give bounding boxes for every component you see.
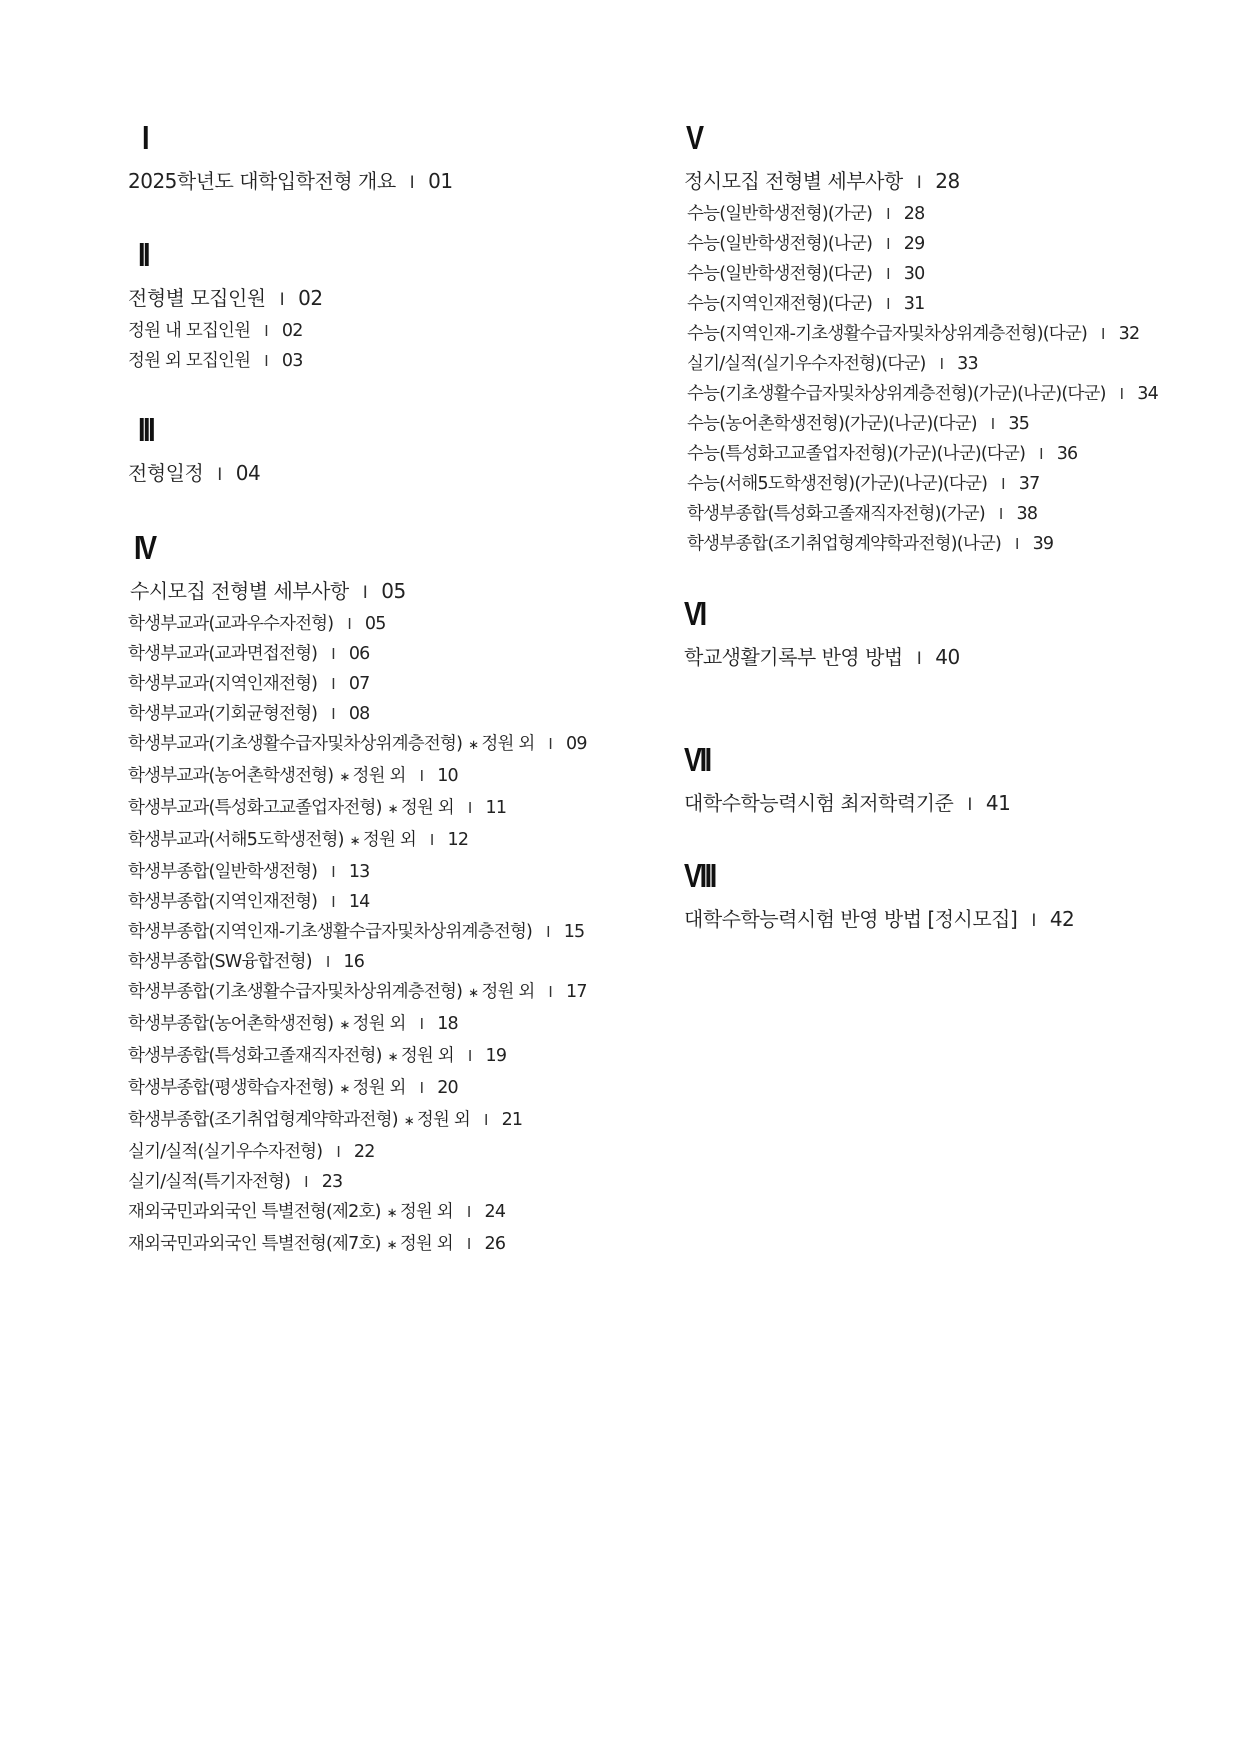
page-number: 02 [281,321,303,341]
separator: I [886,265,890,283]
entry-label: 실기/실적(실기우수자전형) [128,1142,323,1162]
separator: I [304,1173,308,1191]
toc-subentry[interactable] [687,409,1158,439]
entry-label: 학생부교과(서해5도학생전형) [128,830,344,850]
note-text: 정원 외 [362,830,416,850]
section-numeral: III [138,411,154,448]
entry-title: 학교생활기록부 반영 방법 [684,645,903,669]
separator: I [217,465,222,485]
quota-note [339,1073,405,1105]
note-text: 정원 외 [352,1014,406,1034]
toc-subentry[interactable] [128,1197,587,1229]
page-number: 23 [321,1172,343,1192]
page-number: 05 [364,614,386,634]
separator: I [467,1047,472,1065]
asterisk-icon: ∗ [386,1238,397,1253]
entry-label: 정원 내 모집인원 [128,321,251,341]
page-number: 33 [957,354,978,374]
entry-label: 정원 외 모집인원 [128,351,251,371]
section-numeral: I [142,119,148,156]
entry-title: 전형별 모집인원 [128,286,266,310]
separator: I [331,705,335,723]
note-text: 정원 외 [400,798,454,818]
page-number: 06 [348,644,370,664]
quota-note [387,1197,453,1229]
entry-label: 수능(일반학생전형)(나군) [687,234,873,254]
page-number: 35 [1008,414,1030,434]
quota-note [339,761,405,793]
separator: I [419,1015,424,1033]
note-text: 정원 외 [481,734,535,754]
page-number: 38 [1016,504,1038,524]
separator: I [546,923,550,941]
entry-label: 재외국민과외국인 특별전형(제7호) [128,1234,381,1254]
separator: I [362,583,368,603]
toc-subentry[interactable] [687,499,1158,529]
asterisk-icon: ∗ [339,1082,350,1097]
page-number: 09 [566,734,587,754]
entry-label: 학생부종합(조기취업형계약학과전형) [128,1110,398,1130]
entry-label: 학생부종합(지역인재-기초생활수급자및차상위계층전형) [128,922,533,942]
toc-subentry[interactable] [128,793,587,825]
entry-label: 학생부종합(특성화고졸재직자전형) [128,1046,382,1066]
toc-section-5 [684,120,1158,559]
toc-subentry[interactable] [128,917,587,947]
asterisk-icon: ∗ [387,1050,398,1065]
toc-entry-csat-minimum[interactable] [684,790,1010,818]
note-text: 정원 외 [400,1046,454,1066]
separator: I [548,983,553,1001]
entry-label: 학생부종합(지역인재전형) [128,892,318,912]
toc-subentry[interactable] [128,761,587,793]
page-number: 07 [348,674,370,694]
separator: I [429,831,434,849]
toc-subentry[interactable] [128,857,587,887]
separator: I [264,322,268,340]
toc-subentry[interactable] [128,1073,587,1105]
entry-label: 수능(기초생활수급자및차상위계층전형)(가군)(나군)(다군) [687,384,1106,404]
toc-subentry[interactable] [128,825,587,857]
separator: I [467,799,472,817]
page-number: 34 [1137,384,1158,404]
page-number: 26 [484,1234,506,1254]
toc-subentry[interactable] [128,346,323,376]
entry-label: 학생부교과(지역인재전형) [128,674,318,694]
page-number: 18 [437,1014,458,1034]
separator: I [279,290,285,310]
entry-label: 재외국민과외국인 특별전형(제2호) [128,1202,381,1222]
note-text: 정원 외 [399,1202,453,1222]
toc-subentry[interactable] [128,1167,587,1197]
toc-section-7 [684,742,1010,818]
section-numeral: II [138,236,149,273]
asterisk-icon: ∗ [468,738,479,753]
page-number: 28 [935,169,960,193]
toc-section-6 [684,596,960,672]
entry-label: 수능(지역인재전형)(다군) [687,294,873,314]
toc-subentry[interactable] [128,699,587,729]
toc-subentry[interactable] [687,529,1158,559]
separator: I [1015,535,1019,553]
page-number: 42 [1049,907,1075,931]
toc-entry-school-record[interactable] [684,644,960,672]
section-numeral: IV [134,529,155,566]
separator: I [967,795,972,815]
asterisk-icon: ∗ [349,834,360,849]
page-number: 24 [484,1202,506,1222]
toc-subentry[interactable] [128,947,587,977]
toc-entry-susi-details[interactable] [130,578,587,606]
toc-subentry[interactable] [128,887,587,917]
separator: I [331,893,335,911]
separator: I [419,1079,424,1097]
page-number: 03 [281,351,303,371]
entry-label: 학생부종합(특성화고졸재직자전형)(가군) [687,504,985,524]
separator: I [1101,325,1105,343]
separator: I [990,415,995,433]
entry-label: 수능(일반학생전형)(가군) [687,204,873,224]
separator: I [419,767,424,785]
toc-subentry[interactable] [128,639,587,669]
section-numeral: V [686,119,702,156]
separator: I [1001,475,1005,493]
toc-subentry[interactable] [128,977,587,1009]
toc-subentry[interactable] [128,1105,587,1137]
toc-subentry[interactable] [128,1041,587,1073]
toc-subentry-list [128,609,587,1261]
entry-label: 실기/실적(특기자전형) [128,1172,291,1192]
separator: I [916,173,922,193]
separator: I [916,649,922,669]
page-number: 37 [1018,474,1040,494]
entry-label: 학생부교과(농어촌학생전형) [128,766,334,786]
page-number: 17 [566,982,587,1002]
separator: I [336,1143,340,1161]
entry-title: 수시모집 전형별 세부사항 [130,579,349,603]
separator: I [264,352,268,370]
page-number: 12 [447,830,469,850]
toc-subentry[interactable] [687,379,1158,409]
toc-subentry[interactable] [128,316,323,346]
asterisk-icon: ∗ [339,1018,350,1033]
toc-subentry[interactable] [128,609,587,639]
section-numeral: VI [684,595,705,632]
entry-label: 학생부교과(기회균형전형) [128,704,318,724]
page-number: 15 [563,922,585,942]
entry-label: 학생부교과(교과우수자전형) [128,614,334,634]
toc-subentry[interactable] [687,469,1158,499]
toc-subentry[interactable] [687,289,1158,319]
page-number: 39 [1032,534,1054,554]
entry-label: 수능(지역인재-기초생활수급자및차상위계층전형)(다군) [687,324,1088,344]
toc-subentry-list [687,199,1158,559]
separator: I [998,505,1003,523]
quota-note [468,729,534,761]
toc-subentry[interactable] [687,259,1158,289]
separator: I [331,645,335,663]
separator: I [466,1203,471,1221]
page-number: 20 [437,1078,458,1098]
page-number: 41 [985,791,1011,815]
quota-note [404,1105,470,1137]
separator: I [1031,911,1036,931]
entry-label: 학생부종합(조기취업형계약학과전형)(나군) [687,534,1001,554]
asterisk-icon: ∗ [403,1114,414,1129]
note-text: 정원 외 [399,1234,453,1254]
entry-label: 수능(일반학생전형)(다군) [687,264,873,284]
toc-entry-jeongsi-details[interactable] [684,168,1158,196]
asterisk-icon: ∗ [386,1206,397,1221]
entry-label: 학생부종합(기초생활수급자및차상위계층전형) [128,982,463,1002]
entry-label: 학생부종합(SW융합전형) [128,952,312,972]
page-number: 19 [485,1046,507,1066]
page-number: 08 [348,704,370,724]
toc-section-4 [128,530,587,1261]
toc-section-2 [128,237,323,376]
toc-subentry[interactable] [687,349,1158,379]
toc-subentry[interactable] [687,319,1158,349]
toc-entry-overview[interactable] [128,168,453,196]
quota-note [468,977,534,1009]
toc-subentry[interactable] [128,1229,587,1261]
separator: I [484,1111,488,1129]
toc-subentry[interactable] [687,439,1158,469]
toc-subentry[interactable] [687,199,1158,229]
page-number: 22 [353,1142,375,1162]
entry-label: 수능(특성화고교졸업자전형)(가군)(나군)(다군) [687,444,1026,464]
toc-entry-schedule[interactable] [128,460,260,488]
page-number: 40 [935,645,960,669]
separator: I [466,1235,471,1253]
toc-section-3 [128,412,260,488]
separator: I [331,863,335,881]
note-text: 정원 외 [416,1110,470,1130]
separator: I [347,615,351,633]
page-number: 16 [343,952,365,972]
entry-label: 실기/실적(실기우수자전형)(다군) [687,354,926,374]
separator: I [1039,445,1043,463]
toc-entry-csat-reflection[interactable] [684,906,1074,934]
page-number: 29 [903,234,925,254]
page-number: 21 [501,1110,523,1130]
entry-label: 학생부교과(특성화고교졸업자전형) [128,798,382,818]
asterisk-icon: ∗ [468,986,479,1001]
page-number: 30 [903,264,925,284]
separator: I [548,735,553,753]
entry-label: 학생부종합(농어촌학생전형) [128,1014,334,1034]
entry-label: 학생부교과(교과면접전형) [128,644,318,664]
separator: I [1119,385,1124,403]
section-numeral: VIII [684,857,715,894]
toc-subentry[interactable] [128,669,587,699]
page-number: 28 [903,204,925,224]
entry-title: 2025학년도 대학입학전형 개요 [128,169,396,193]
quota-note [388,1041,454,1073]
note-text: 정원 외 [481,982,535,1002]
separator: I [886,205,890,223]
asterisk-icon: ∗ [387,802,398,817]
page-number: 13 [348,862,370,882]
page-number: 11 [485,798,507,818]
entry-title: 전형일정 [128,461,204,485]
asterisk-icon: ∗ [339,770,350,785]
toc-subentry[interactable] [687,229,1158,259]
quota-note [388,793,454,825]
page-number: 32 [1118,324,1140,344]
entry-label: 수능(농어촌학생전형)(가군)(나군)(다군) [687,414,977,434]
toc-subentry[interactable] [128,729,587,761]
page-number: 01 [428,169,453,193]
note-text: 정원 외 [352,1078,406,1098]
entry-title: 대학수학능력시험 반영 방법 [정시모집] [684,907,1018,931]
toc-subentry[interactable] [128,1137,587,1167]
toc-subentry[interactable] [128,1009,587,1041]
quota-note [339,1009,405,1041]
page-number: 02 [298,286,323,310]
entry-label: 학생부교과(기초생활수급자및차상위계층전형) [128,734,463,754]
quota-note [350,825,416,857]
page-number: 31 [903,294,925,314]
separator: I [939,355,944,373]
page-number: 14 [348,892,370,912]
page-number: 10 [437,766,458,786]
separator: I [886,235,890,253]
page-number: 36 [1056,444,1078,464]
separator: I [331,675,335,693]
note-text: 정원 외 [352,766,406,786]
toc-entry-recruitment-numbers[interactable] [128,285,323,313]
entry-label: 학생부종합(평생학습자전형) [128,1078,334,1098]
toc-section-8 [684,858,1074,934]
separator: I [886,295,890,313]
entry-label: 수능(서해5도학생전형)(가군)(나군)(다군) [687,474,988,494]
toc-section-1 [128,120,453,196]
page-number: 04 [235,461,261,485]
page-number: 05 [381,579,406,603]
section-numeral: VII [684,741,710,778]
entry-title: 대학수학능력시험 최저학력기준 [684,791,954,815]
entry-label: 학생부종합(일반학생전형) [128,862,318,882]
entry-title: 정시모집 전형별 세부사항 [684,169,903,193]
separator: I [409,173,415,193]
separator: I [325,953,330,971]
quota-note [387,1229,453,1261]
